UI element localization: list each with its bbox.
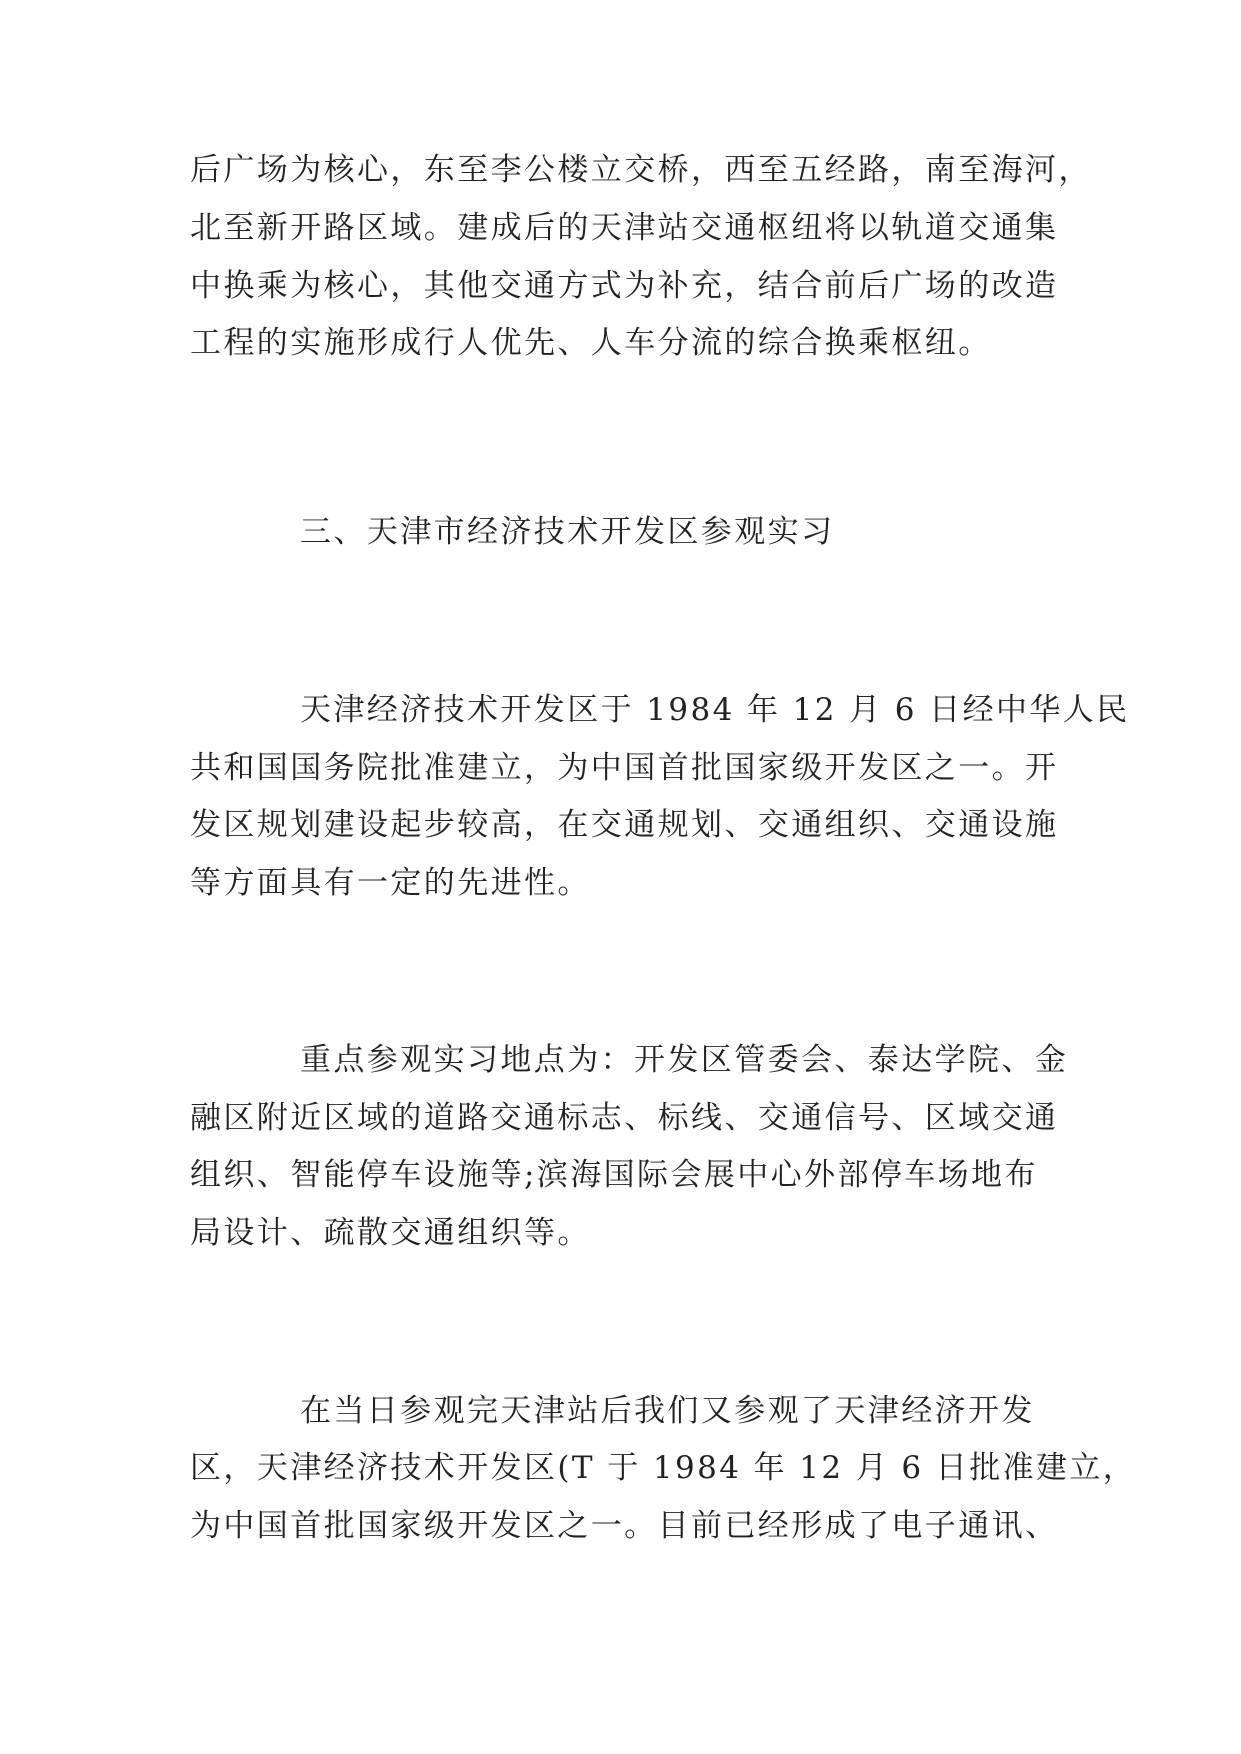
paragraph-1-line-1: 后广场为核心，东至李公楼立交桥，西至五经路，南至海河， bbox=[190, 152, 1092, 188]
paragraph-2-line-2: 共和国国务院批准建立，为中国首批国家级开发区之一。开 bbox=[190, 750, 1059, 786]
paragraph-1-line-2: 北至新开路区域。建成后的天津站交通枢纽将以轨道交通集 bbox=[190, 210, 1059, 246]
paragraph-4-line-2: 区，天津经济技术开发区(T 于 1984 年 12 月 6 日批准建立， bbox=[190, 1450, 1137, 1486]
paragraph-3-line-4: 局设计、疏散交通组织等。 bbox=[190, 1215, 591, 1251]
paragraph-4-line-3: 为中国首批国家级开发区之一。目前已经形成了电子通讯、 bbox=[190, 1508, 1059, 1544]
paragraph-1-line-4: 工程的实施形成行人优先、人车分流的综合换乘枢纽。 bbox=[190, 325, 992, 361]
paragraph-3-line-3: 组织、智能停车设施等;滨海国际会展中心外部停车场地布 bbox=[190, 1157, 1038, 1193]
paragraph-1-line-3: 中换乘为核心，其他交通方式为补充，结合前后广场的改造 bbox=[190, 268, 1059, 304]
paragraph-2-line-4: 等方面具有一定的先进性。 bbox=[190, 865, 591, 901]
section-heading: 三、天津市经济技术开发区参观实习 bbox=[300, 514, 835, 550]
paragraph-3-line-1: 重点参观实习地点为：开发区管委会、泰达学院、金 bbox=[300, 1042, 1069, 1078]
paragraph-3-line-2: 融区附近区域的道路交通标志、标线、交通信号、区域交通 bbox=[190, 1100, 1059, 1136]
paragraph-4-line-1: 在当日参观完天津站后我们又参观了天津经济开发 bbox=[300, 1393, 1035, 1429]
paragraph-2-line-3: 发区规划建设起步较高，在交通规划、交通组织、交通设施 bbox=[190, 807, 1059, 843]
paragraph-2-line-1: 天津经济技术开发区于 1984 年 12 月 6 日经中华人民 bbox=[300, 692, 1130, 728]
